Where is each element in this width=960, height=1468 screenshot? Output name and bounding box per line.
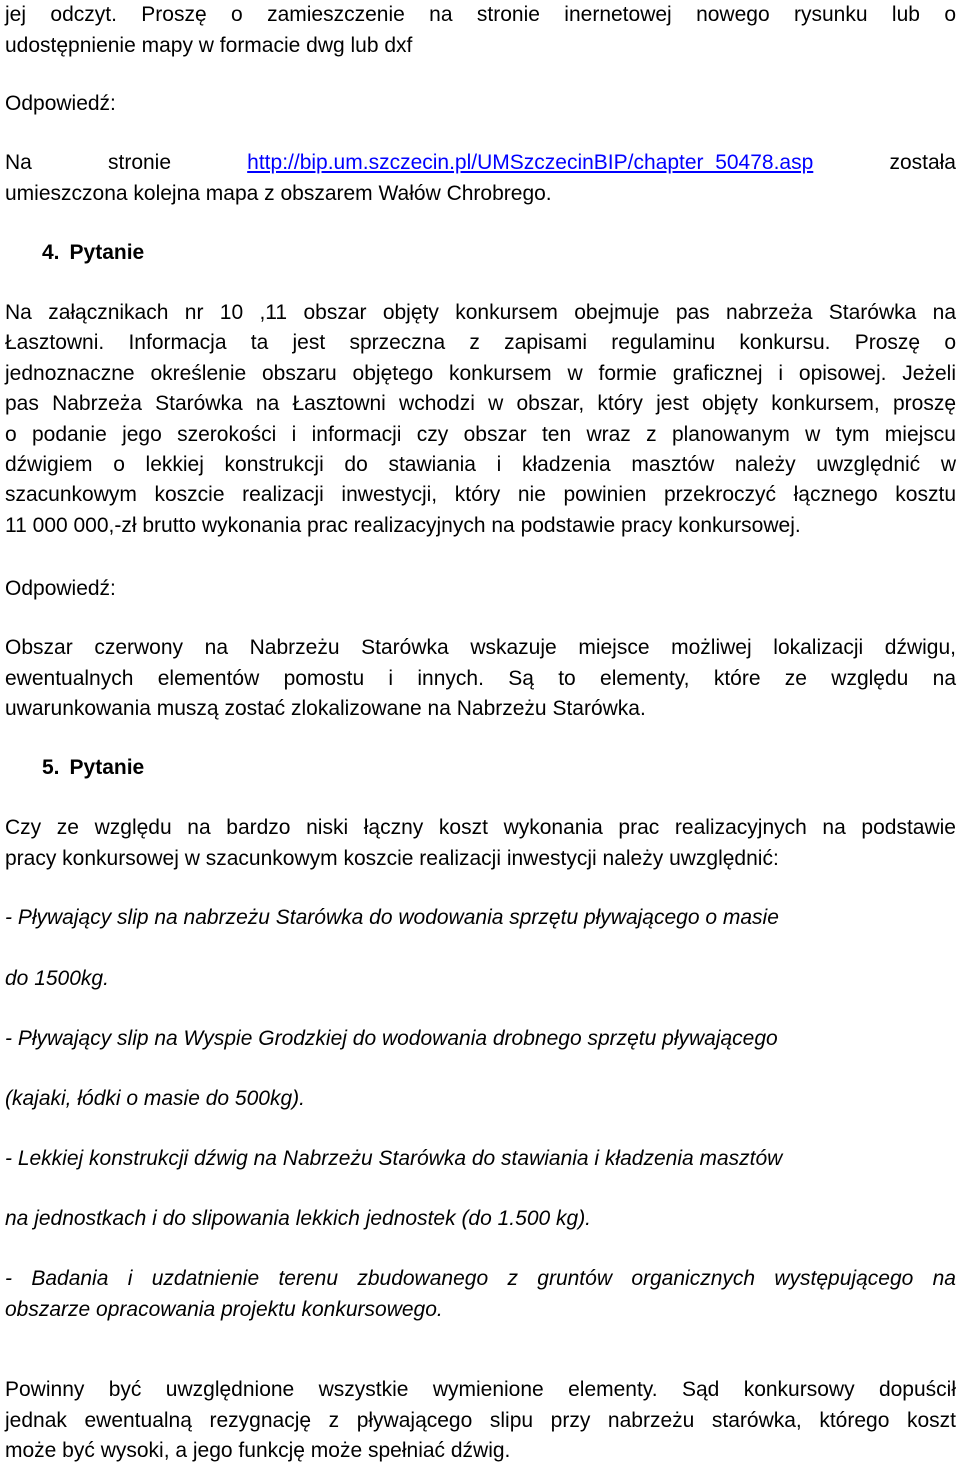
text-line: jej odczyt. Proszę o zamieszczenie na stronie inernetowej nowego rysunku lub o [5,3,956,26]
text-line: obszarze opracowania projektu konkursowego. [5,1297,443,1321]
list-item [5,1264,956,1325]
text-line: szacunkowym koszcie realizacji inwestycji, który nie powinien przekroczyć łącznego kosztu [5,483,956,507]
question-number: 5. [42,756,60,779]
text-line: udostępnienie mapy w formacie dwg lub dxf [5,33,413,57]
text-line: ewentualnych elementów pomostu i innych. Są to elementy, które ze względu na [5,666,956,690]
text-line: Powinny być uwzględnione wszystkie wymienione elementy. Sąd konkursowy dopuścił [5,1378,956,1401]
text-line: dźwigiem o lekkiej konstrukcji do stawiania i kładzenia masztów należy uwzględnić w [5,453,956,477]
question-paragraph [5,813,956,874]
question-paragraph [5,298,956,541]
text-word: Na [5,151,32,174]
list-item: do 1500kg. [5,967,109,990]
answer-paragraph [5,148,956,209]
text-line: Czy ze względu na bardzo niski łączny koszt wykonania prac realizacyjnych na podstawie [5,816,956,839]
text-line: jednoznaczne określenie obszaru objętego konkursem w formie graficznej i opisowej. Jeżeli [5,361,956,385]
closing-paragraph [5,1375,956,1467]
text-line: o podanie jego szerokości i informacji czy obszar ten wraz z planowanym w tym miejscu [5,422,956,446]
list-item: na jednostkach i do slipowania lekkich jednostek (do 1.500 kg). [5,1207,592,1230]
bip-link[interactable]: http://bip.um.szczecin.pl/UMSzczecinBIP/chapter_50478.asp [247,151,814,174]
text-line: Na załącznikach nr 10 ,11 obszar objęty konkursem obejmuje pas nabrzeża Starówka na [5,301,956,324]
answer-label: Odpowiedź: [5,577,116,600]
question-title: Pytanie [69,241,145,264]
text-word: stronie [108,151,172,174]
list-item: - Lekkiej konstrukcji dźwig na Nabrzeżu Starówka do stawiania i kładzenia masztów [5,1147,783,1170]
text-line: umieszczona kolejna mapa z obszarem Wałów Chrobrego. [5,181,552,205]
question-heading [42,753,144,783]
intro-paragraph [5,0,956,61]
answer-paragraph [5,633,956,725]
text-line: Obszar czerwony na Nabrzeżu Starówka wskazuje miejsce możliwej lokalizacji dźwigu, [5,636,956,659]
text-line: pracy konkursowej w szacunkowym koszcie realizacji inwestycji należy uwzględnić: [5,846,779,870]
text-line: jednak ewentualną rezygnację z pływającego slipu przy nabrzeżu starówka, którego koszt [5,1408,956,1432]
text-line: 11 000 000,-zł brutto wykonania prac realizacyjnych na podstawie pracy konkursowej. [5,513,801,537]
link-line [5,148,956,179]
text-word: została [889,151,956,174]
text-line: pas Nabrzeża Starówka na Łasztowni wchodzi w obszar, który jest objęty konkursem, proszę [5,392,956,416]
question-heading [42,238,144,268]
text-line: może być wysoki, a jego funkcję może spełniać dźwig. [5,1439,511,1462]
list-item: - Pływający slip na Wyspie Grodzkiej do wodowania drobnego sprzętu pływającego [5,1027,778,1050]
text-line: - Badania i uzdatnienie terenu zbudowanego z gruntów organicznych występującego na [5,1267,956,1290]
text-line: Łasztowni. Informacja ta jest sprzeczna z zapisami regulaminu konkursu. Proszę o [5,331,956,355]
answer-label: Odpowiedź: [5,92,116,115]
list-item: - Pływający slip na nabrzeżu Starówka do wodowania sprzętu pływającego o masie [5,906,779,929]
list-item: (kajaki, łódki o masie do 500kg). [5,1087,305,1110]
question-number: 4. [42,241,60,264]
question-title: Pytanie [69,756,145,779]
text-line: uwarunkowania muszą zostać zlokalizowane na Nabrzeżu Starówka. [5,697,646,720]
